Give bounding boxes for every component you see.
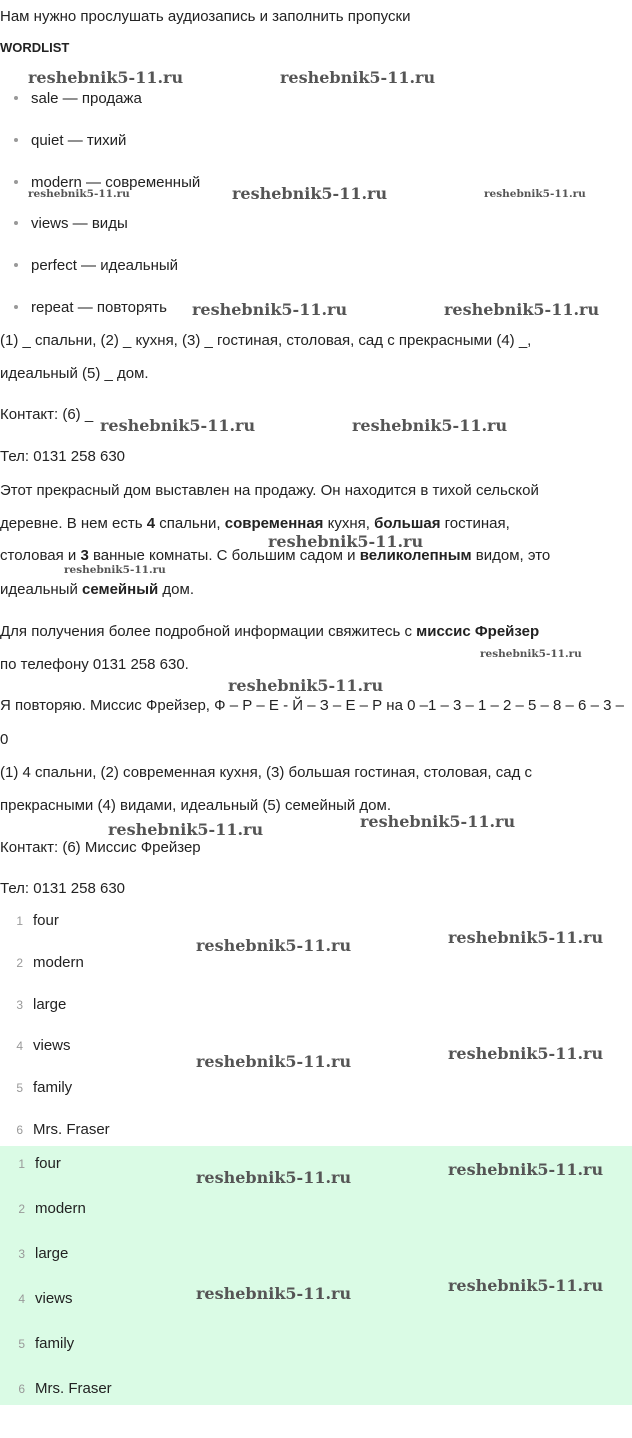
watermark: reshebnik5-11.ru	[196, 1284, 352, 1303]
watermark: reshebnik5-11.ru	[232, 184, 388, 203]
watermark: reshebnik5-11.ru	[196, 936, 352, 955]
watermark: reshebnik5-11.ru	[352, 416, 508, 435]
list-item: 6 Mrs. Fraser	[18, 1380, 112, 1397]
list-item: 4 views	[18, 1290, 73, 1307]
bullet-icon	[14, 96, 18, 100]
watermark: reshebnik5-11.ru	[228, 676, 384, 695]
watermark: reshebnik5-11.ru	[280, 68, 436, 87]
list-item: 3 large	[16, 996, 67, 1013]
watermark: reshebnik5-11.ru	[196, 1168, 352, 1187]
watermark: reshebnik5-11.ru	[28, 188, 130, 200]
watermark: reshebnik5-11.ru	[108, 820, 264, 839]
list-item: 6 Mrs. Fraser	[16, 1121, 110, 1138]
bullet-icon	[14, 138, 18, 142]
watermark: reshebnik5-11.ru	[448, 928, 604, 947]
bullet-icon	[14, 221, 18, 225]
bullet-icon	[14, 180, 18, 184]
list-item: 5 family	[16, 1079, 73, 1096]
wordlist-item: repeat — повторять	[14, 298, 167, 318]
list-item: 2 modern	[18, 1200, 86, 1217]
watermark: reshebnik5-11.ru	[192, 300, 348, 319]
task-title: Нам нужно прослушать аудиозапись и заполнить пропуски	[0, 8, 411, 25]
bullet-icon	[14, 305, 18, 309]
watermark: reshebnik5-11.ru	[28, 68, 184, 87]
watermark: reshebnik5-11.ru	[480, 648, 582, 660]
watermark: reshebnik5-11.ru	[448, 1044, 604, 1063]
watermark: reshebnik5-11.ru	[444, 300, 600, 319]
watermark: reshebnik5-11.ru	[196, 1052, 352, 1071]
wordlist-item: perfect — идеальный	[14, 256, 178, 276]
list-item: 5 family	[18, 1335, 75, 1352]
wordlist-item: views — виды	[14, 214, 128, 234]
watermark: reshebnik5-11.ru	[448, 1160, 604, 1179]
watermark: reshebnik5-11.ru	[484, 188, 586, 200]
list-item: 1 four	[16, 912, 59, 929]
watermark: reshebnik5-11.ru	[360, 812, 516, 831]
watermark: reshebnik5-11.ru	[64, 564, 166, 576]
bullet-icon	[14, 263, 18, 267]
wordlist-item: sale — продажа	[14, 89, 142, 109]
watermark: reshebnik5-11.ru	[448, 1276, 604, 1295]
wordlist-item: quiet — тихий	[14, 131, 126, 151]
list-item: 4 views	[16, 1037, 71, 1054]
wordlist-heading: WORDLIST	[0, 40, 70, 55]
list-item: 1 four	[18, 1155, 61, 1172]
list-item: 2 modern	[16, 954, 84, 971]
list-item: 3 large	[18, 1245, 69, 1262]
watermark: reshebnik5-11.ru	[100, 416, 256, 435]
wordlist-item: modern — современный	[14, 173, 200, 193]
watermark: reshebnik5-11.ru	[268, 532, 424, 551]
